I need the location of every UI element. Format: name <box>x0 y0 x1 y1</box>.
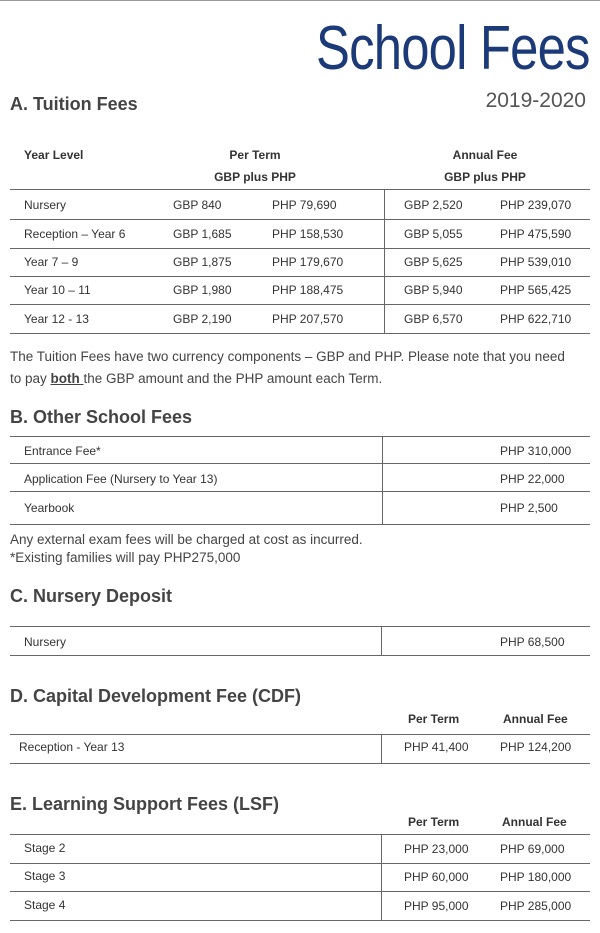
lsf-per-term: PHP 23,000 <box>404 842 469 856</box>
nursery-value: PHP 68,500 <box>500 635 565 649</box>
top-rule <box>0 0 600 1</box>
lsf-heading: E. Learning Support Fees (LSF) <box>10 794 280 814</box>
tuition-term-gbp: GBP 1,980 <box>173 283 232 297</box>
tuition-annual-php: PHP 475,590 <box>500 227 572 241</box>
tuition-annual-gbp: GBP 5,940 <box>404 283 463 297</box>
other-rule <box>10 463 590 464</box>
cdf-col-per-term: Per Term <box>408 712 460 726</box>
lsf-divider <box>381 834 382 920</box>
tuition-note-emphasis: both <box>50 371 84 386</box>
lsf-annual: PHP 69,000 <box>500 842 565 856</box>
lsf-per-term: PHP 60,000 <box>404 870 469 884</box>
lsf-per-term: PHP 95,000 <box>404 899 469 913</box>
cdf-col-annual: Annual Fee <box>503 712 568 726</box>
tuition-level: Nursery <box>24 198 67 212</box>
tuition-rule-header <box>10 189 590 190</box>
tuition-term-php: PHP 158,530 <box>272 227 344 241</box>
other-fees-heading: B. Other School Fees <box>10 407 193 427</box>
nursery-label: Nursery <box>24 635 67 649</box>
col-per-term: Per Term <box>229 148 281 162</box>
other-fee-value: PHP 2,500 <box>500 501 558 515</box>
cdf-divider <box>381 734 382 763</box>
tuition-term-php: PHP 188,475 <box>272 283 344 297</box>
tuition-heading: A. Tuition Fees <box>10 94 138 114</box>
col-year-level: Year Level <box>24 148 84 162</box>
nursery-divider <box>381 626 382 655</box>
tuition-note-line2 <box>10 368 382 389</box>
tuition-level: Year 12 - 13 <box>24 312 89 326</box>
other-divider <box>382 436 383 524</box>
other-fee-label: Entrance Fee* <box>24 444 101 458</box>
lsf-stage: Stage 2 <box>24 841 66 855</box>
col-annual: Annual Fee <box>452 148 518 162</box>
tuition-annual-gbp: GBP 5,055 <box>404 227 463 241</box>
cdf-rule <box>10 763 590 764</box>
tuition-level: Reception – Year 6 <box>24 227 126 241</box>
cdf-annual: PHP 124,200 <box>500 740 572 754</box>
tuition-term-gbp: GBP 840 <box>173 198 222 212</box>
lsf-rule <box>10 863 590 864</box>
tuition-term-php: PHP 79,690 <box>272 198 337 212</box>
cdf-heading: D. Capital Development Fee (CDF) <box>10 686 302 706</box>
tuition-note-pre: to pay <box>10 371 51 386</box>
tuition-annual-php: PHP 239,070 <box>500 198 572 212</box>
tuition-rule <box>10 333 590 334</box>
lsf-stage: Stage 3 <box>24 869 66 883</box>
col-annual-sub: GBP plus PHP <box>444 170 526 184</box>
other-fee-label: Yearbook <box>24 501 75 515</box>
page-title: School Fees <box>316 14 590 83</box>
existing-families-note: *Existing families will pay PHP275,000 <box>10 550 241 565</box>
school-year: 2019-2020 <box>485 89 586 112</box>
nursery-deposit-heading: C. Nursery Deposit <box>10 586 173 606</box>
exam-fees-note: Any external exam fees will be charged at cost as incurred. <box>10 532 363 547</box>
nursery-rule <box>10 655 590 656</box>
lsf-annual: PHP 180,000 <box>500 870 572 884</box>
cdf-rule <box>10 734 590 735</box>
tuition-term-gbp: GBP 2,190 <box>173 312 232 326</box>
tuition-annual-php: PHP 539,010 <box>500 255 572 269</box>
lsf-col-annual: Annual Fee <box>502 815 567 829</box>
other-rule <box>10 436 590 437</box>
col-per-term-sub: GBP plus PHP <box>214 170 296 184</box>
tuition-annual-gbp: GBP 6,570 <box>404 312 463 326</box>
tuition-annual-php: PHP 622,710 <box>500 312 572 326</box>
tuition-term-gbp: GBP 1,685 <box>173 227 232 241</box>
tuition-level: Year 7 – 9 <box>24 255 79 269</box>
tuition-note-post: the GBP amount and the PHP amount each Term. <box>83 371 383 386</box>
cdf-per-term: PHP 41,400 <box>404 740 469 754</box>
tuition-annual-php: PHP 565,425 <box>500 283 572 297</box>
tuition-note-line1: The Tuition Fees have two currency components – GBP and PHP. Please note that you need <box>10 349 565 364</box>
tuition-divider <box>384 189 385 333</box>
tuition-rule <box>10 219 590 220</box>
other-fee-label: Application Fee (Nursery to Year 13) <box>24 472 218 486</box>
lsf-rule <box>10 891 590 892</box>
tuition-term-php: PHP 179,670 <box>272 255 344 269</box>
other-rule <box>10 491 590 492</box>
tuition-term-gbp: GBP 1,875 <box>173 255 232 269</box>
tuition-rule <box>10 304 590 305</box>
lsf-stage: Stage 4 <box>24 898 66 912</box>
other-rule <box>10 524 590 525</box>
tuition-level: Year 10 – 11 <box>24 283 91 297</box>
tuition-term-php: PHP 207,570 <box>272 312 344 326</box>
tuition-rule <box>10 248 590 249</box>
nursery-rule <box>10 626 590 627</box>
lsf-annual: PHP 285,000 <box>500 899 572 913</box>
lsf-rule <box>10 920 590 921</box>
other-fee-value: PHP 22,000 <box>500 472 565 486</box>
lsf-rule <box>10 834 590 835</box>
lsf-col-per-term: Per Term <box>408 815 460 829</box>
cdf-label: Reception - Year 13 <box>19 740 125 754</box>
tuition-annual-gbp: GBP 5,625 <box>404 255 463 269</box>
other-fee-value: PHP 310,000 <box>500 444 572 458</box>
tuition-annual-gbp: GBP 2,520 <box>404 198 463 212</box>
tuition-rule <box>10 276 590 277</box>
